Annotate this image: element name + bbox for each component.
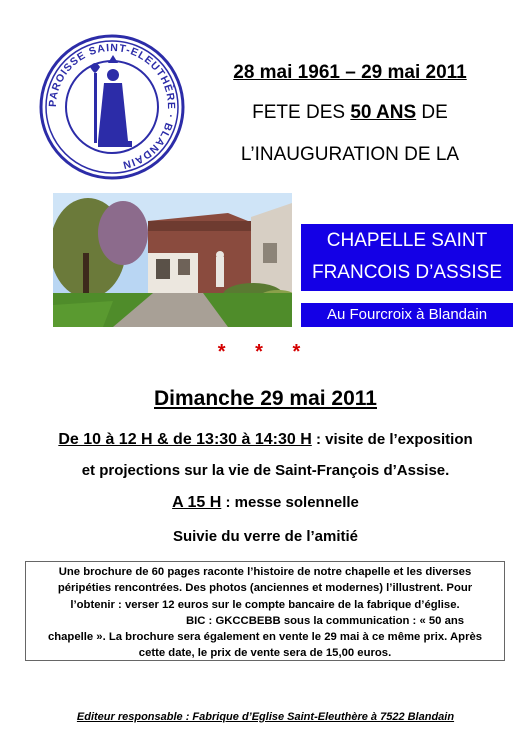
event-time2-line: A 15 H : messe solennelle [172, 494, 359, 511]
stamp-ring-text: PAROISSE SAINT-ELEUTHÈRE · BLANDAIN [46, 41, 178, 172]
brochure-line: cette date, le prix de vente sera de 15,00 euros. [138, 647, 392, 660]
brochure-line: BIC : GKCCBEBB sous la communication : « 50 ans [185, 614, 465, 627]
event-followup: Suivie du verre de l’amitié [172, 528, 359, 545]
anniversary-date-range: 28 mai 1961 – 29 mai 2011 [233, 62, 467, 83]
brochure-line: Une brochure de 60 pages raconte l’histoire de notre chapelle et les diverses [58, 566, 472, 578]
chapel-name-line2: FRANCOIS D’ASSISE [311, 262, 503, 283]
brochure-line: péripéties rencontrées. Des photos (anciennes et modernes) l’illustrent. Pour [57, 582, 473, 595]
chapel-photo [53, 193, 292, 327]
star-separator: * * * [217, 341, 313, 363]
chapel-location: Au Fourcroix à Blandain [301, 303, 513, 327]
event-day: Dimanche 29 mai 2011 [154, 387, 377, 410]
parish-stamp-logo [38, 33, 186, 181]
event-time1: De 10 à 12 H & de 13:30 à 14:30 H [58, 431, 312, 448]
brochure-line: l’obtenir : verser 12 euros sur le compte bancaire de la fabrique d’église. [70, 598, 460, 611]
chapel-name-line1: CHAPELLE SAINT [326, 230, 488, 251]
event-time1-desc: et projections sur la vie de Saint-François d’Assise. [81, 462, 450, 479]
chapel-name-box [301, 224, 513, 291]
event-time1-line: De 10 à 12 H & de 13:30 à 14:30 H : visite de l’exposition [58, 431, 473, 448]
event-time2: A 15 H [172, 494, 222, 511]
publisher-footer: Editeur responsable : Fabrique d’Eglise Saint-Eleuthère à 7522 Blandain [76, 711, 455, 723]
fete-50-ans: 50 ANS [350, 102, 417, 123]
brochure-info-box [25, 561, 505, 661]
brochure-line: chapelle ». La brochure sera également en vente le 29 mai à ce même prix. Après [47, 631, 483, 644]
inauguration-heading: L’INAUGURATION DE LA [240, 144, 460, 165]
fete-heading: FETE DES 50 ANS DE [252, 102, 448, 123]
